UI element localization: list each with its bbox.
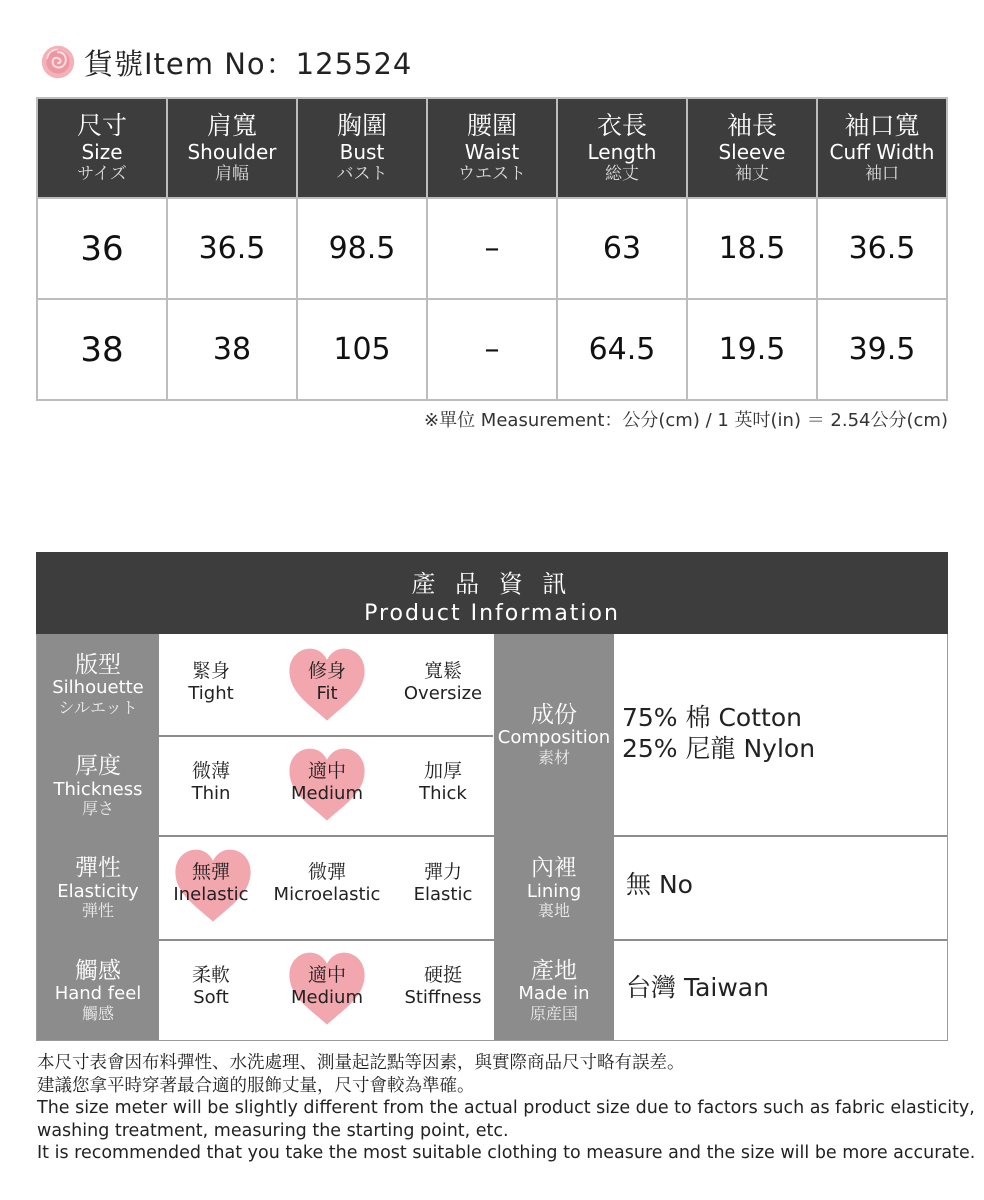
length-cell: 64.5 bbox=[557, 299, 687, 400]
header-zh: 袖長 bbox=[726, 111, 777, 141]
header-zh: 袖口寬 bbox=[844, 111, 920, 141]
sleeve-cell: 19.5 bbox=[687, 299, 817, 400]
row-divider bbox=[37, 939, 947, 941]
option-zh: 硬挺 bbox=[423, 964, 462, 986]
option-en: Fit bbox=[316, 682, 338, 704]
option-zh: 柔軟 bbox=[191, 964, 230, 986]
composition-line: 25% 尼龍 Nylon bbox=[622, 734, 816, 764]
header-en: Length bbox=[587, 139, 657, 164]
product-info-title-en: Product Information bbox=[364, 601, 620, 626]
column-header-sleeve bbox=[687, 98, 817, 198]
label-en: Made in bbox=[518, 983, 590, 1005]
label-jp: シルエット bbox=[58, 697, 138, 717]
shoulder-cell: 36.5 bbox=[167, 198, 297, 299]
product-info-grid bbox=[36, 634, 948, 1041]
option-en: Thick bbox=[419, 782, 467, 804]
label-zh: 成份 bbox=[531, 701, 577, 728]
option-zh: 微彈 bbox=[307, 861, 346, 883]
header-zh: 肩寬 bbox=[206, 111, 257, 141]
option-fit bbox=[269, 660, 385, 704]
shoulder-cell: 38 bbox=[167, 299, 297, 400]
label-jp: 厚さ bbox=[81, 799, 114, 819]
option-stiffness bbox=[385, 964, 501, 1008]
option-inelastic bbox=[153, 861, 269, 905]
disclaimer-line: 本尺寸表會因布料彈性、水洗處理、測量起訖點等因素，與實際商品尺寸略有誤差。 bbox=[37, 1053, 685, 1073]
option-tight bbox=[153, 660, 269, 704]
rose-icon bbox=[40, 44, 76, 80]
composition-value bbox=[622, 702, 815, 765]
product-info-title-zh: 產 品 資 訊 bbox=[411, 570, 573, 598]
option-en: Tight bbox=[188, 682, 234, 704]
label-jp: 裏地 bbox=[537, 901, 570, 921]
label-en: Lining bbox=[526, 880, 582, 902]
header-en: Cuff Width bbox=[829, 139, 935, 164]
column-header-bust bbox=[297, 98, 427, 198]
header-jp: ウエスト bbox=[458, 163, 526, 184]
label-en: Silhouette bbox=[52, 677, 144, 699]
size-table bbox=[36, 97, 948, 401]
header-jp: バスト bbox=[336, 163, 388, 184]
disclaimer-line: It is recommended that you take the most suitable clothing to measure and the size will be more accurate. bbox=[37, 1143, 976, 1163]
cuff-width-cell: 36.5 bbox=[817, 198, 947, 299]
hand-feel-label bbox=[37, 941, 159, 1040]
option-elastic bbox=[385, 861, 501, 905]
option-zh: 寬鬆 bbox=[423, 660, 462, 682]
length-cell: 63 bbox=[557, 198, 687, 299]
column-header-cuff-width bbox=[817, 98, 947, 198]
label-zh: 彈性 bbox=[75, 855, 121, 882]
header-jp: 肩幅 bbox=[215, 163, 249, 184]
option-en: Soft bbox=[193, 986, 229, 1008]
disclaimer-line: 建議您拿平時穿著最合適的服飾丈量，尺寸會較為準確。 bbox=[37, 1075, 475, 1096]
option-en: Thin bbox=[191, 782, 231, 804]
measurement-note: ※單位 Measurement：公分(cm) / 1 英吋(in) ＝ 2.54公分(cm) bbox=[424, 410, 948, 431]
silhouette-label bbox=[37, 634, 159, 735]
table-row bbox=[37, 299, 947, 400]
label-en: Hand feel bbox=[54, 983, 142, 1005]
lining-value: 無 No bbox=[626, 870, 693, 899]
header-jp: 総丈 bbox=[605, 163, 639, 184]
label-en: Elasticity bbox=[57, 880, 139, 902]
column-header-length bbox=[557, 98, 687, 198]
option-en: Microelastic bbox=[273, 883, 381, 905]
option-en: Oversize bbox=[403, 682, 483, 704]
option-zh: 微薄 bbox=[191, 760, 230, 782]
item-header bbox=[40, 40, 412, 84]
option-zh: 適中 bbox=[307, 760, 346, 782]
waist-cell: – bbox=[427, 299, 557, 400]
composition-label bbox=[494, 634, 614, 835]
option-zh: 加厚 bbox=[423, 760, 462, 782]
label-jp: 弾性 bbox=[81, 901, 114, 921]
column-header-size bbox=[37, 98, 167, 198]
label-en: Composition bbox=[497, 727, 611, 749]
header-en: Shoulder bbox=[187, 139, 277, 164]
option-en: Inelastic bbox=[173, 883, 249, 905]
disclaimer-line: washing treatment, measuring the starting point, etc. bbox=[37, 1120, 509, 1141]
option-thin bbox=[153, 760, 269, 804]
option-en: Medium bbox=[291, 986, 363, 1008]
label-zh: 版型 bbox=[75, 651, 121, 678]
bust-cell: 105 bbox=[297, 299, 427, 400]
item-number-title: 貨號Item No：125524 bbox=[84, 46, 413, 81]
header-zh: 衣長 bbox=[596, 111, 647, 141]
bust-cell: 98.5 bbox=[297, 198, 427, 299]
option-medium bbox=[269, 760, 385, 804]
elasticity-label bbox=[37, 837, 159, 939]
header-zh: 胸圍 bbox=[336, 111, 387, 141]
header-en: Size bbox=[81, 139, 123, 164]
header-jp: 袖丈 bbox=[735, 163, 769, 184]
label-zh: 觸感 bbox=[75, 957, 121, 984]
product-info-header bbox=[36, 552, 948, 634]
label-zh: 內裡 bbox=[531, 855, 577, 882]
header-en: Sleeve bbox=[718, 139, 786, 164]
header-zh: 腰圍 bbox=[466, 111, 517, 141]
label-jp: 觸感 bbox=[81, 1003, 114, 1023]
column-header-shoulder bbox=[167, 98, 297, 198]
table-row bbox=[37, 198, 947, 299]
option-en: Elastic bbox=[413, 883, 473, 905]
thickness-label bbox=[37, 737, 159, 835]
label-zh: 厚度 bbox=[75, 753, 121, 780]
option-microelastic bbox=[269, 861, 385, 905]
option-en: Medium bbox=[291, 782, 363, 804]
label-jp: 素材 bbox=[537, 747, 570, 767]
size-table-header-row bbox=[37, 98, 947, 198]
header-jp: サイズ bbox=[77, 163, 127, 184]
label-jp: 原産国 bbox=[529, 1003, 578, 1023]
disclaimer bbox=[37, 1052, 976, 1165]
row-divider bbox=[37, 835, 947, 837]
column-header-waist bbox=[427, 98, 557, 198]
option-oversize bbox=[385, 660, 501, 704]
header-zh: 尺寸 bbox=[76, 111, 127, 141]
option-zh: 適中 bbox=[307, 964, 346, 986]
composition-line: 75% 棉 Cotton bbox=[622, 703, 802, 732]
sleeve-cell: 18.5 bbox=[687, 198, 817, 299]
option-zh: 修身 bbox=[307, 660, 346, 682]
header-en: Bust bbox=[339, 139, 385, 164]
origin-label bbox=[494, 941, 614, 1040]
origin-value: 台灣 Taiwan bbox=[626, 973, 769, 1002]
size-cell: 38 bbox=[37, 299, 167, 400]
label-zh: 產地 bbox=[531, 957, 577, 984]
option-en: Stiffness bbox=[404, 986, 482, 1008]
option-soft bbox=[153, 964, 269, 1008]
option-thick bbox=[385, 760, 501, 804]
header-en: Waist bbox=[464, 139, 520, 164]
header-jp: 袖口 bbox=[865, 163, 899, 184]
cuff-width-cell: 39.5 bbox=[817, 299, 947, 400]
option-zh: 緊身 bbox=[191, 660, 230, 682]
disclaimer-line: The size meter will be slightly different from the actual product size due to factors such as fabric elasticity, bbox=[37, 1098, 975, 1118]
option-zh: 無彈 bbox=[191, 861, 230, 883]
option-zh: 彈力 bbox=[423, 861, 462, 883]
waist-cell: – bbox=[427, 198, 557, 299]
label-en: Thickness bbox=[53, 778, 143, 800]
lining-label bbox=[494, 837, 614, 939]
option-medium bbox=[269, 964, 385, 1008]
size-cell: 36 bbox=[37, 198, 167, 299]
